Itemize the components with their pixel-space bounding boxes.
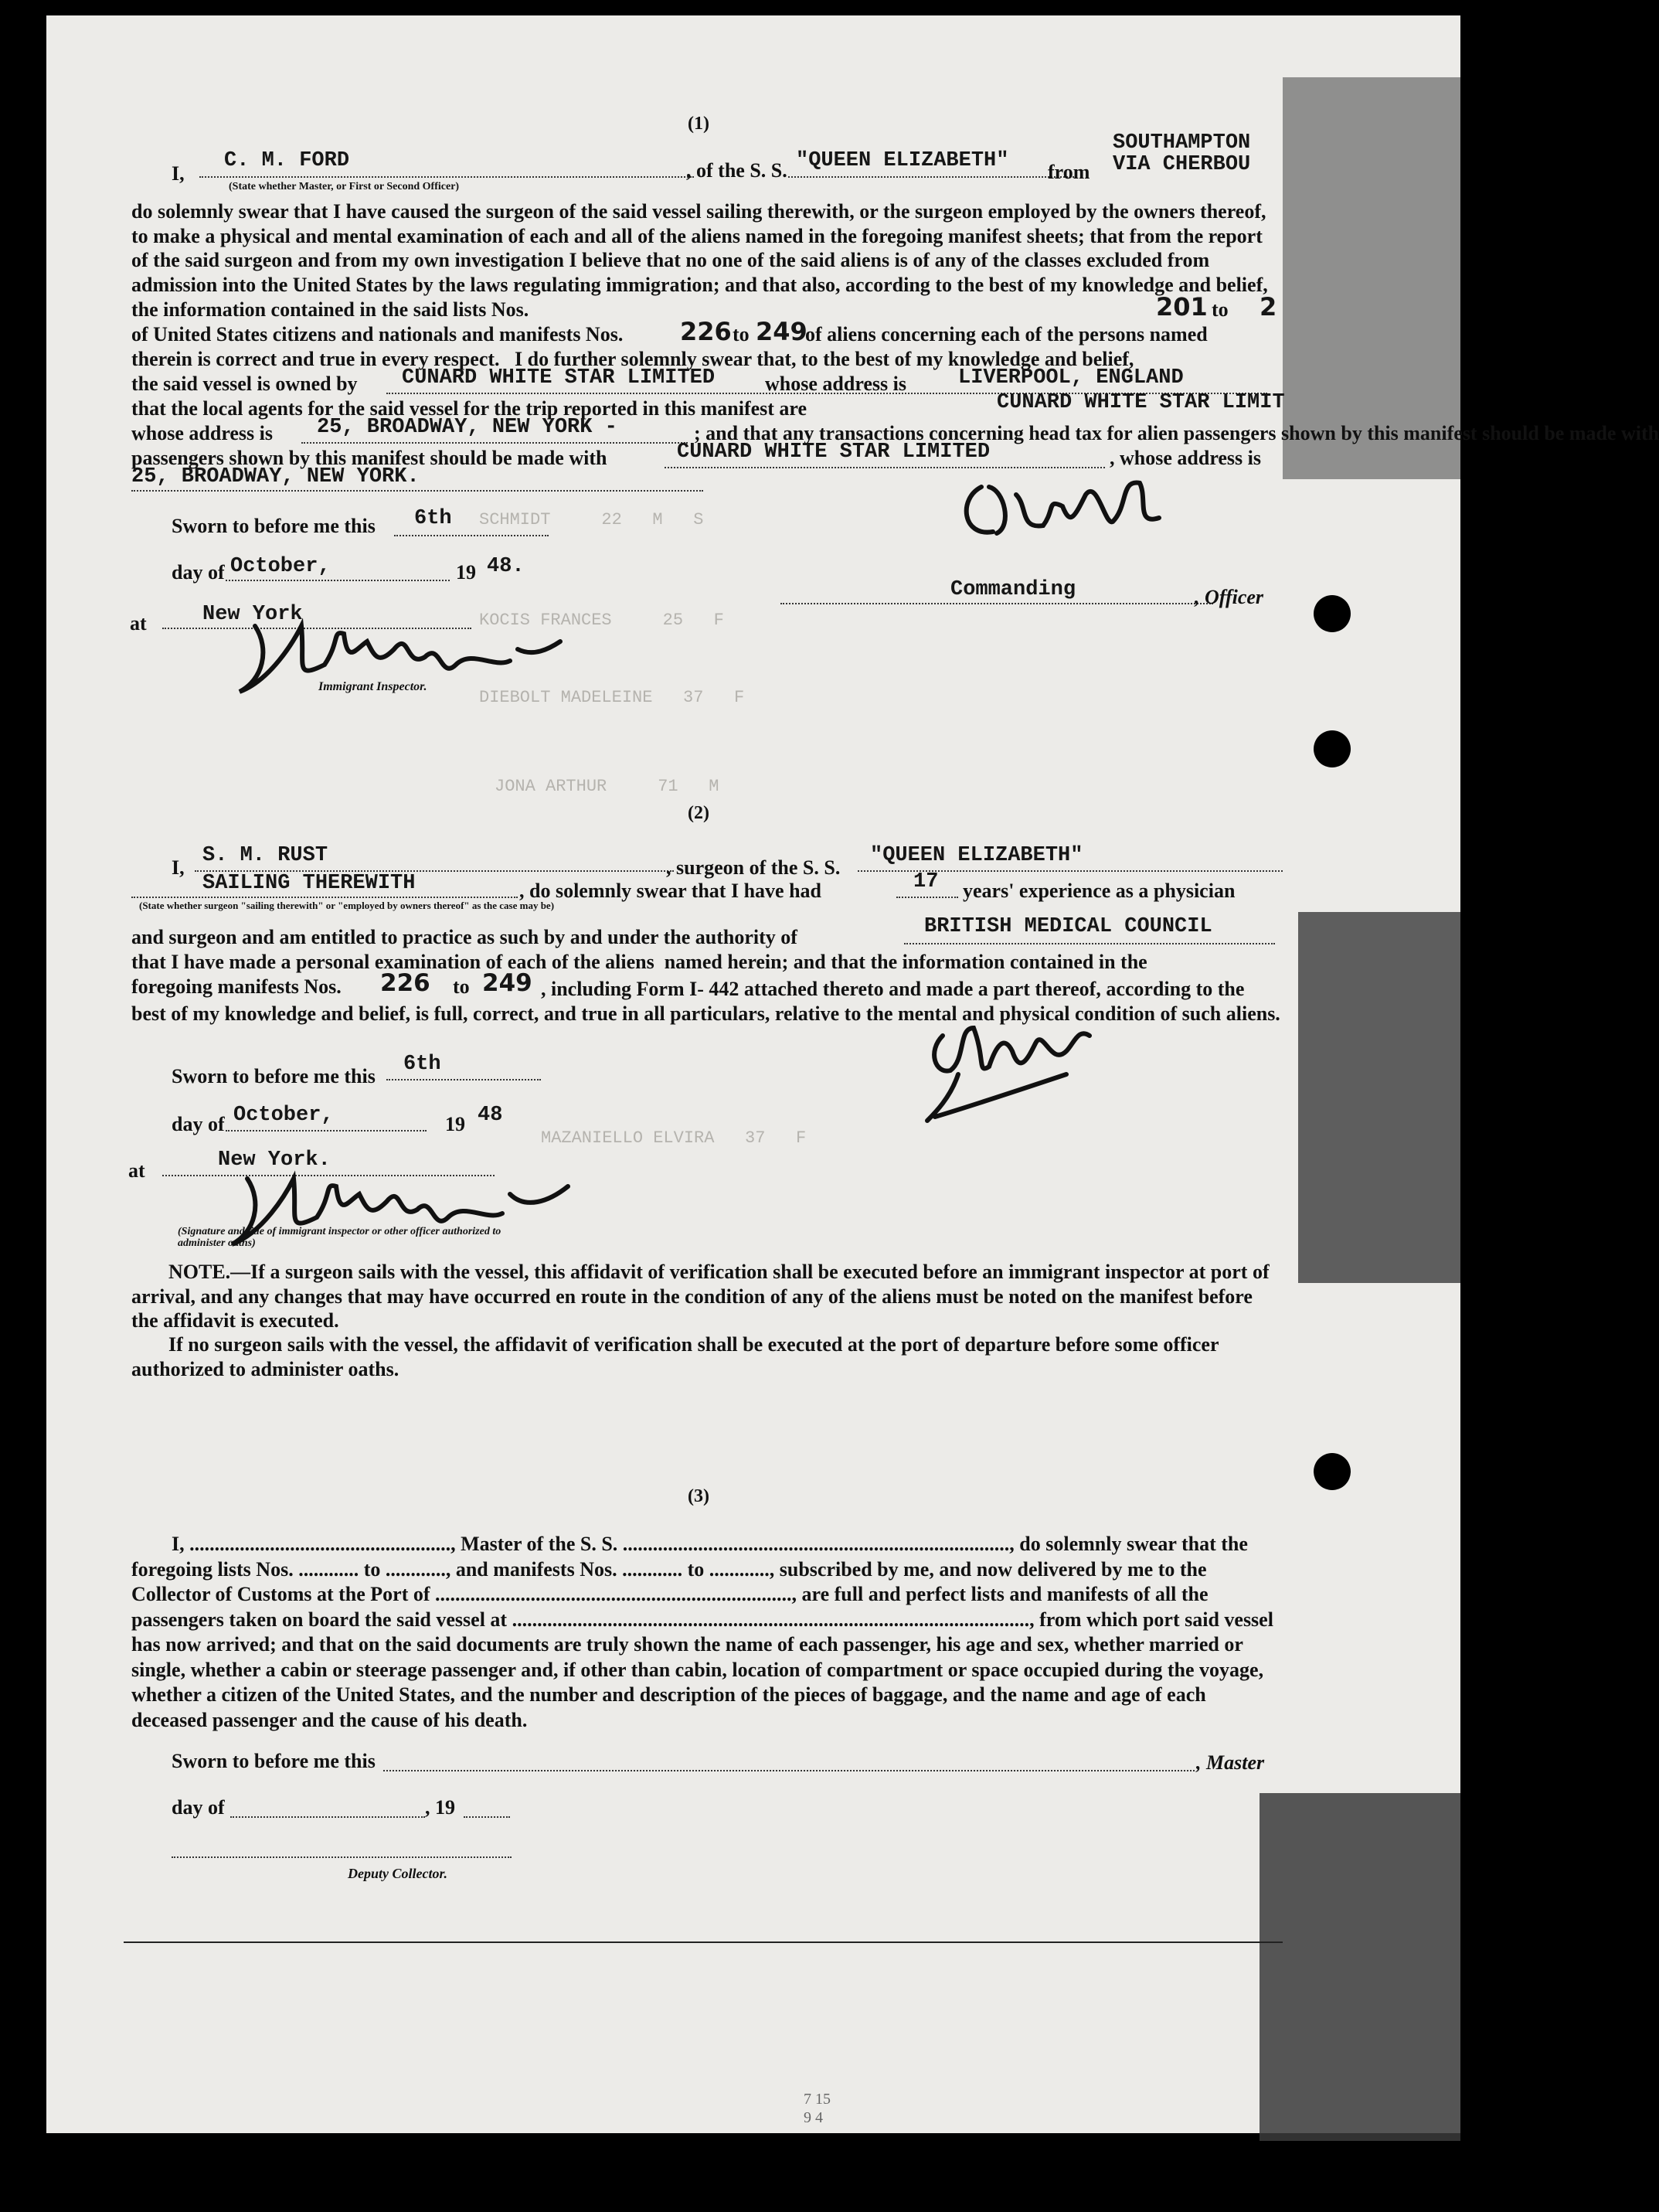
section3-oath: I, ...................................................., Master of the S. S. ............................................................................., do solemnly swear that the foregoing lists Nos. ............ to ............, and manifests Nos. ............ to ............, subscribed by me, and now delivered by me to the Collector of Customs at the Port of ......................................................................., are full and perfect lists and manifests of all the passengers taken on board the said vessel at ......................................................................................................., from which port said vessel has now arrived; and that on the said documents are truly shown the name of each passenger, his age and sex, whether married or single, whether a cabin or steerage passenger and, if other than cabin, location of compartment or space occupied during the voyage, whether a citizen of the United States, and the number and description of the pieces of baggage, and the name and age of each deceased passenger and the cause of his death.: [131, 1533, 1273, 1731]
punch-hole: [1314, 1453, 1351, 1490]
manifests-to-2: 249: [482, 969, 532, 997]
headtax-address: 25, BROADWAY, NEW YORK.: [131, 465, 420, 488]
sworn-day: 6th: [414, 507, 452, 530]
manifests-from-2: 226: [380, 969, 430, 997]
footer-mark: 9 4: [804, 2109, 823, 2126]
to-word: to: [1212, 298, 1229, 321]
to-word: to: [733, 323, 750, 345]
sworn-day-line-2: [386, 1079, 541, 1080]
bleed-through-text: MAZANIELLO ELVIRA 37 F: [541, 1128, 807, 1148]
sworn-day-2: 6th: [403, 1053, 441, 1076]
agents-name: CUNARD WHITE STAR LIMIT: [997, 391, 1285, 414]
sworn-year-2: 48: [478, 1104, 503, 1127]
owner-name: CUNARD WHITE STAR LIMITED: [402, 366, 716, 390]
oath-line-therein: therein is correct and true in every respect. I do further solemnly swear that, to the best of my knowledge and belief,: [131, 348, 1134, 370]
headtax-text-2: passengers shown by this manifest should be made with: [131, 447, 607, 469]
year-prefix-3: , 19: [425, 1796, 455, 1819]
authority-label: and surgeon and am entitled to practice as such by and under the authority of: [131, 926, 797, 948]
ship-line: [788, 176, 1074, 178]
from-port-2: VIA CHERBOU: [1113, 153, 1251, 176]
headtax-text: ; and that any transactions concerning head tax for alien passengers shown by this manifest should be made with: [694, 422, 1659, 444]
oath-line-aliens: of aliens concerning each of the persons named: [805, 323, 1208, 345]
day-of-label-2: day of: [172, 1113, 225, 1135]
at-label: at: [130, 612, 147, 635]
at-label-2: at: [128, 1159, 145, 1182]
ship-name: "QUEEN ELIZABETH": [796, 149, 1009, 172]
bleed-through-text: KOCIS FRANCES 25 F: [479, 611, 724, 630]
note-1: NOTE.—If a surgeon sails with the vessel, this affidavit of verification shall be executed before an immigrant inspector at port of arrival, and any changes that may have occurred en route in the condition of any of the aliens must be noted on the manifest before the affidavit is executed.: [131, 1261, 1270, 1332]
agents-label: that the local agents for the said vessel for the trip reported in this manifest are: [131, 397, 807, 420]
surgeon-of-label: , surgeon of the S. S.: [666, 856, 841, 879]
officer-label: , Officer: [1195, 586, 1264, 608]
authority: BRITISH MEDICAL COUNCIL: [924, 915, 1212, 938]
sworn-year: 48.: [487, 555, 525, 578]
from-label: from: [1048, 161, 1090, 183]
officer-line: [199, 176, 694, 178]
sworn-month-2: October,: [233, 1104, 334, 1127]
headtax-agent: CUNARD WHITE STAR LIMITED: [677, 441, 991, 464]
captain-signature: [950, 464, 1167, 549]
day-of-label: day of: [172, 561, 225, 584]
deputy-caption: Deputy Collector.: [348, 1866, 447, 1881]
sworn-month-line-2: [226, 1130, 427, 1132]
note-2: If no surgeon sails with the vessel, the affidavit of verification shall be executed at the port of departure before some officer authorized to administer oaths.: [131, 1333, 1219, 1380]
whose-address-is: , whose address is: [1110, 447, 1262, 469]
stain-top-right: [1283, 77, 1460, 479]
surgeon-signature: [912, 982, 1113, 1128]
agents-address-label: whose address is: [131, 422, 274, 444]
day-line-3: [230, 1816, 425, 1818]
from-port-1: SOUTHAMPTON: [1113, 131, 1251, 155]
bottom-rule: [124, 1941, 1283, 1943]
manifests-from: 226: [680, 317, 732, 346]
owned-by-label: the said vessel is owned by: [131, 373, 358, 395]
year-prefix: 19: [456, 561, 476, 584]
ship-name-2: "QUEEN ELIZABETH": [870, 844, 1083, 867]
surgeon-status-line: [131, 897, 518, 898]
i-label: I,: [172, 162, 185, 185]
stain-mid-right: [1298, 912, 1460, 1283]
inspector-caption-2: (Signature and title of immigrant inspector or other officer authorized to administer oaths): [178, 1226, 501, 1250]
stain-bottom-right: [1260, 1793, 1460, 2141]
section-number: (3): [688, 1486, 709, 1506]
surgeon-status-caption: (State whether surgeon "sailing therewith" or "employed by owners thereof" as the case may be): [139, 900, 555, 911]
sworn-label-3: Sworn to before me this: [172, 1750, 376, 1772]
officer-name: C. M. FORD: [224, 149, 350, 172]
oath-paragraph-2: of United States citizens and nationals and manifests Nos.: [131, 323, 624, 345]
agents-address: 25, BROADWAY, NEW YORK -: [317, 416, 617, 439]
whose-address-label: whose address is: [765, 373, 907, 395]
punch-hole: [1314, 730, 1351, 767]
sworn-label-2: Sworn to before me this: [172, 1065, 376, 1087]
year-line-3: [464, 1816, 510, 1818]
inspector-caption: Immigrant Inspector.: [318, 680, 427, 693]
surgeon-name: S. M. RUST: [202, 844, 328, 867]
bleed-through-text: SCHMIDT 22 M S: [479, 510, 704, 529]
year-prefix-2: 19: [445, 1113, 465, 1135]
owner-address: LIVERPOOL, ENGLAND: [958, 366, 1184, 390]
lists-from: 201: [1156, 292, 1208, 322]
headtax-address-line: [131, 490, 703, 492]
oath-paragraph-1: do solemnly swear that I have caused the surgeon of the said vessel sailing therewith, or the surgeon employed by the owners thereof, to make a physical and mental examination of each and all of the aliens named in the foregoing manifest sheets; that from the report of the said surgeon and from my own investigation I believe that no one of the said aliens is of any of the classes excluded from admission into the United States by the laws regulating immigration; and that also, according to the best of my knowledge and belief, the information contained in the said lists Nos.: [131, 200, 1268, 321]
officer-title-line: [780, 603, 1213, 604]
officer-caption: (State whether Master, or First or Second Officer): [229, 181, 460, 192]
years-experience: 17: [913, 870, 939, 893]
sworn-place-2: New York.: [218, 1149, 331, 1172]
do-swear-label: , do solemnly swear that I have had: [519, 880, 822, 902]
deputy-line: [172, 1856, 512, 1858]
sworn-label: Sworn to before me this: [172, 515, 376, 537]
surgeon-status: SAILING THEREWITH: [202, 872, 416, 895]
of-ss-label: , of the S. S.: [686, 159, 787, 182]
years-line: [896, 897, 958, 898]
examination-text: that I have made a personal examination of each of the aliens named herein; and that the information contained in the: [131, 951, 1147, 973]
section-number: (2): [688, 803, 709, 823]
bleed-through-text: JONA ARTHUR 71 M: [495, 777, 719, 796]
sworn-place: New York: [202, 603, 303, 626]
sworn-month: October,: [230, 555, 331, 578]
master-label: , Master: [1196, 1751, 1265, 1774]
officer-title: Commanding: [950, 578, 1076, 601]
manifests-to: 249: [756, 317, 807, 346]
examination-text-2: , including Form I- 442 attached thereto and made a part thereof, according to the best of my knowledge and belief, is full, correct, and true in all particulars, relative to the mental and physical condition of such aliens.: [131, 978, 1280, 1025]
bleed-through-text: DIEBOLT MADELEINE 37 F: [479, 688, 745, 707]
footer-mark: 7 15: [804, 2091, 831, 2108]
section-number: (1): [688, 114, 709, 134]
agents-address-line: [301, 442, 688, 444]
lists-to: 2: [1260, 292, 1277, 322]
sworn-month-line: [226, 580, 450, 581]
sworn-day-line: [394, 535, 549, 536]
to-word-2: to: [453, 975, 470, 998]
years-text: years' experience as a physician: [963, 880, 1236, 902]
day-of-label-3: day of: [172, 1796, 225, 1819]
punch-hole: [1314, 595, 1351, 632]
authority-line: [904, 943, 1275, 944]
i-label: I,: [172, 856, 185, 879]
sworn-line-3: [383, 1770, 1195, 1771]
manifests-label: foregoing manifests Nos.: [131, 975, 342, 998]
